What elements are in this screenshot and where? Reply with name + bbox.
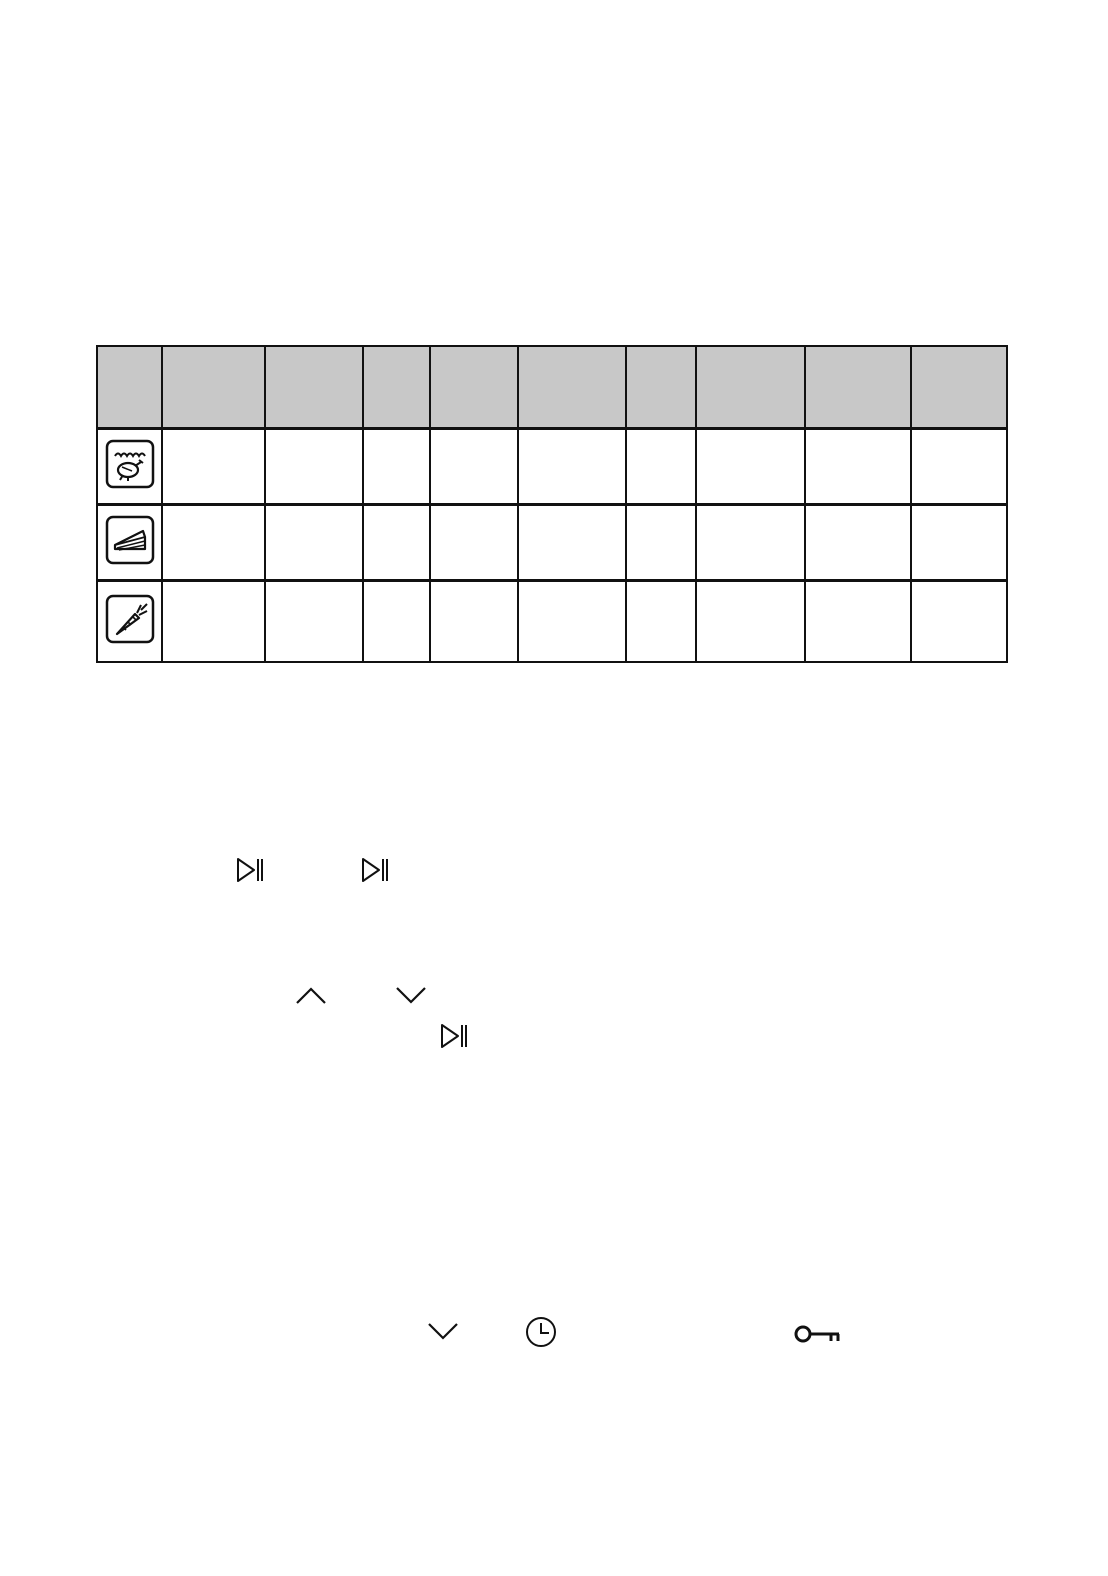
chevron-down-icon <box>394 984 428 1006</box>
table-cell <box>805 505 911 581</box>
table-cell <box>265 429 363 505</box>
table-cell <box>518 429 626 505</box>
table-cell <box>696 429 805 505</box>
icon-cell <box>97 505 162 581</box>
play-pause-icon <box>439 1022 469 1050</box>
key-lock-icon <box>793 1322 843 1346</box>
chevron-up-icon <box>294 984 328 1006</box>
table-cell <box>363 505 430 581</box>
header-cell <box>805 346 911 429</box>
table-cell <box>265 505 363 581</box>
icon-cell <box>97 581 162 663</box>
table-cell <box>430 505 518 581</box>
table-cell <box>911 581 1007 663</box>
table-cell <box>265 581 363 663</box>
icon-cell <box>97 429 162 505</box>
table-row <box>97 581 1007 663</box>
chevron-down-icon <box>426 1320 460 1342</box>
header-cell <box>265 346 363 429</box>
play-pause-icon <box>360 856 390 884</box>
table-cell <box>162 429 265 505</box>
cake-slice-icon <box>105 515 155 565</box>
table-header-row <box>97 346 1007 429</box>
table-cell <box>626 429 696 505</box>
table-cell <box>430 581 518 663</box>
cooking-program-table <box>96 345 1008 663</box>
table-cell <box>911 429 1007 505</box>
header-cell <box>162 346 265 429</box>
header-cell <box>626 346 696 429</box>
table-cell <box>518 581 626 663</box>
header-cell <box>696 346 805 429</box>
table-cell <box>430 429 518 505</box>
table-cell <box>162 505 265 581</box>
table-cell <box>518 505 626 581</box>
header-cell <box>97 346 162 429</box>
table-cell <box>162 581 265 663</box>
table-row <box>97 505 1007 581</box>
header-cell <box>518 346 626 429</box>
table-row <box>97 429 1007 505</box>
header-cell <box>363 346 430 429</box>
carrot-icon <box>105 594 155 644</box>
header-cell <box>911 346 1007 429</box>
table-cell <box>805 581 911 663</box>
table-cell <box>363 581 430 663</box>
table-cell <box>696 505 805 581</box>
table-cell <box>626 581 696 663</box>
table-cell <box>363 429 430 505</box>
table-cell <box>805 429 911 505</box>
table-cell <box>626 505 696 581</box>
play-pause-icon <box>235 856 265 884</box>
clock-icon <box>524 1315 558 1349</box>
roast-chicken-icon <box>105 439 155 489</box>
header-cell <box>430 346 518 429</box>
table-cell <box>696 581 805 663</box>
table-cell <box>911 505 1007 581</box>
